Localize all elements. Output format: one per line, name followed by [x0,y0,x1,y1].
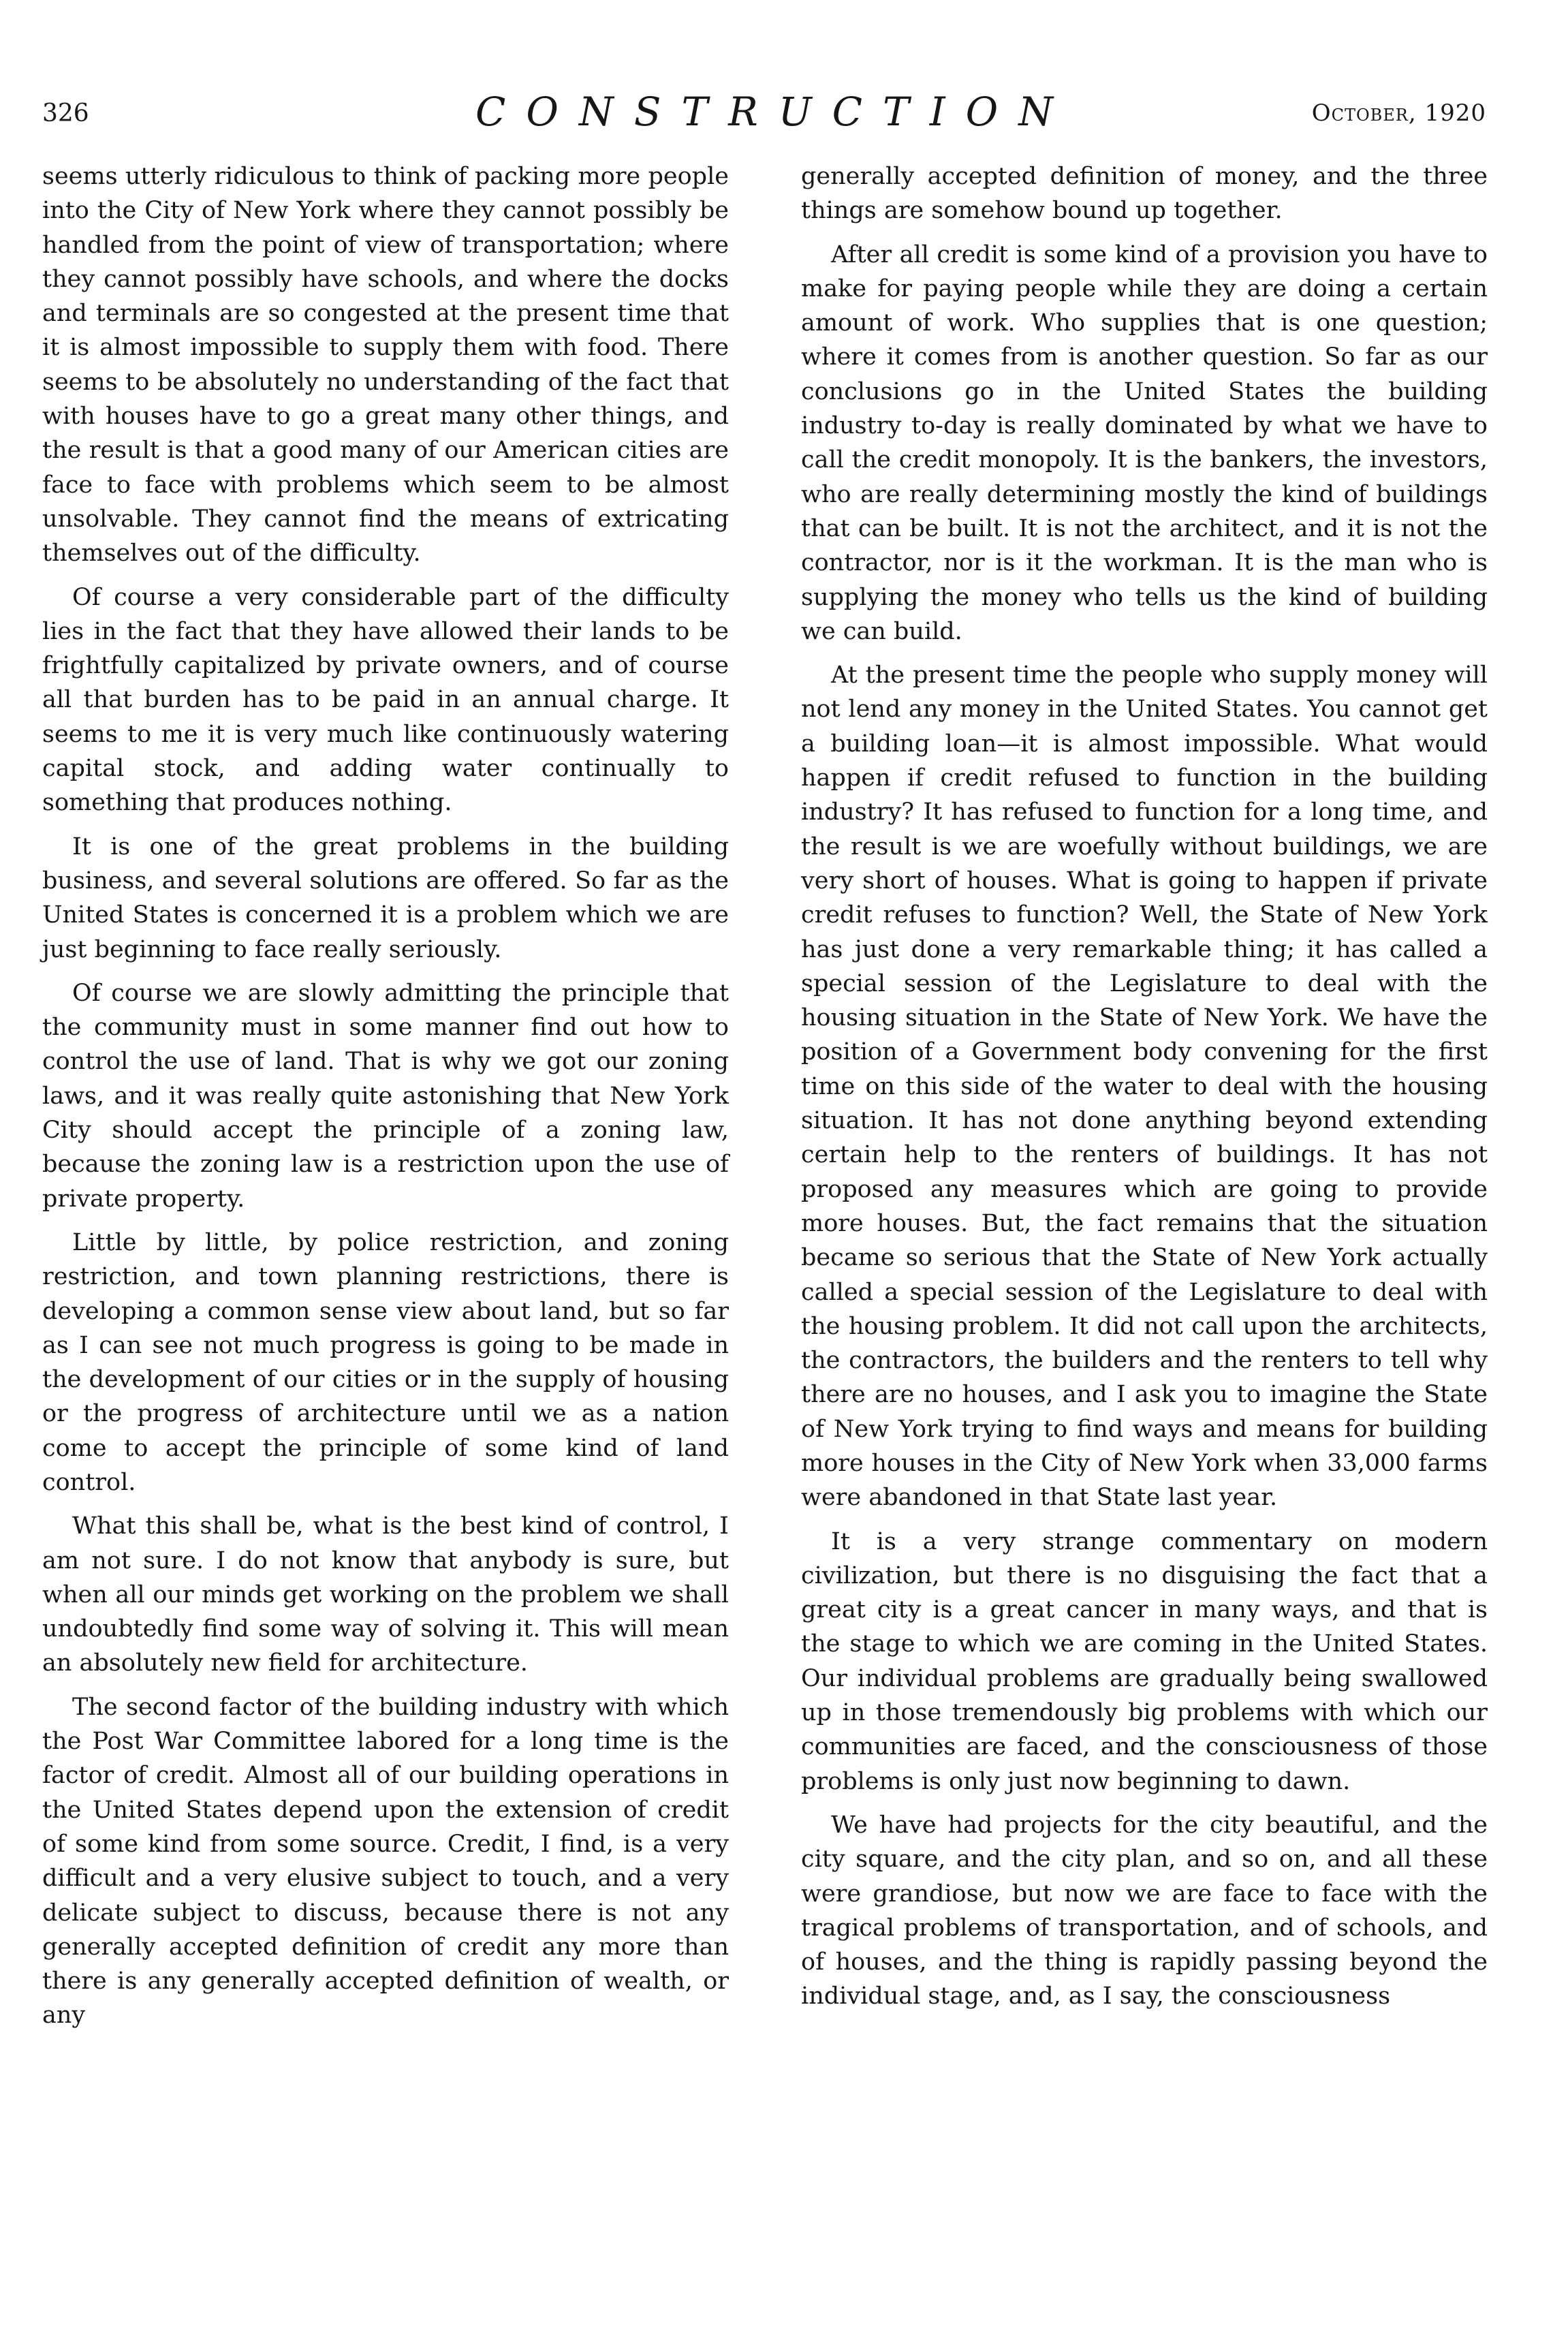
paragraph: generally accepted definition of money, and the three things are somehow bound up together. [801,163,1488,225]
paragraph: Of course a very considerable part of the difficulty lies in the fact that they have allowed their lands to be frightfully capitalized by private owners, and of course all that burden has to be paid in an annual charge. It seems to me it is very much like continuously watering capital stock, and adding water continually to something that produces nothing. [42,583,729,817]
left-column [42,159,729,2042]
paragraph: What this shall be, what is the best kind of control, I am not sure. I do not know that anybody is sure, but when all our minds get working on the problem we shall undoubtedly find some way of solving it. This will mean an absolutely new field for architecture. [42,1512,729,1677]
paragraph: Of course we are slowly admitting the principle that the community must in some manner find out how to control the use of land. That is why we got our zoning laws, and it was really quite astonishing that New York City should accept the principle of a zoning law, because the zoning law is a restriction upon the use of private property. [42,979,729,1213]
paragraph: The second factor of the building industry with which the Post War Committee labored for a long time is the factor of credit. Almost all of our building operations in the United States depend upon the extension of credit of some kind from some source. Credit, I find, is a very difficult and a very elusive subject to touch, and a very delicate subject to discuss, because there is not any generally accepted definition of credit any more than there is any generally accepted definition of wealth, or any [42,1693,729,2030]
issue-date: October, 1920 [1311,99,1486,127]
page-number: 326 [42,99,89,127]
paragraph: seems utterly ridiculous to think of packing more people into the City of New York where they cannot possibly be handled from the point of view of transportation; where they cannot possibly have schools, and where the docks and terminals are so congested at the present time that it is almost impossible to supply them with food. There seems to be absolutely no understanding of the fact that with houses have to go a great many other things, and the result is that a good many of our American cities are face to face with problems which seem to be almost unsolvable. They cannot find the means of extricating themselves out of the difficulty. [42,163,729,568]
journal-title: CONSTRUCTION [475,89,1073,135]
paragraph: It is one of the great problems in the building business, and several solutions are offered. So far as the United States is concerned it is a problem which we are just beginning to face really seriously. [42,833,729,963]
right-column [801,159,1488,2023]
paragraph: We have had projects for the city beautiful, and the city square, and the city plan, and so on, and all these were grandiose, but now we are face to face with the tragical problems of transportation, and of schools, and of houses, and the thing is rapidly passing beyond the individual stage, and, as I say, the consciousness [801,1811,1488,2010]
page-header [42,89,1486,136]
paragraph: At the present time the people who supply money will not lend any money in the United States. You cannot get a building loan—it is almost impossible. What would happen if credit refused to function in the building industry? It has refused to function for a long time, and the result is we are woefully without buildings, we are very short of houses. What is going to happen if private credit refuses to function? Well, the State of New York has just done a very remarkable thing; it has called a special session of the Legislature to deal with the housing situation in the State of New York. We have the position of a Government body convening for the first time on this side of the water to deal with the housing situation. It has not done anything beyond extending certain help to the renters of buildings. It has not proposed any measures which are going to provide more houses. But, the fact remains that the situation became so serious that the State of New York actually called a special session of the Legislature to deal with the housing problem. It did not call upon the architects, the contractors, the builders and the renters to tell why there are no houses, and I ask you to imagine the State of New York trying to find ways and means for building more houses in the City of New York when 33,000 farms were abandoned in that State last year. [801,662,1488,1512]
paragraph: Little by little, by police restriction, and zoning restriction, and town planning restrictions, there is developing a common sense view about land, but so far as I can see not much progress is going to be made in the development of our cities or in the supply of housing or the progress of architecture until we as a nation come to accept the principle of some kind of land control. [42,1228,729,1496]
paragraph: After all credit is some kind of a provision you have to make for paying people while they are doing a certain amount of work. Who supplies that is one question; where it comes from is another question. So far as our conclusions go in the United States the building industry to-day is really dominated by what we have to call the credit monopoly. It is the bankers, the investors, who are really determining mostly the kind of buildings that can be built. It is not the architect, and it is not the contractor, nor is it the workman. It is the man who is supplying the money who tells us the kind of building we can build. [801,240,1488,645]
paragraph: It is a very strange commentary on modern civilization, but there is no disguising the fact that a great city is a great cancer in many ways, and that is the stage to which we are coming in the United States. Our individual problems are gradually being swallowed up in those tremendously big problems with which our communities are faced, and the consciousness of those problems is only just now beginning to dawn. [801,1527,1488,1795]
